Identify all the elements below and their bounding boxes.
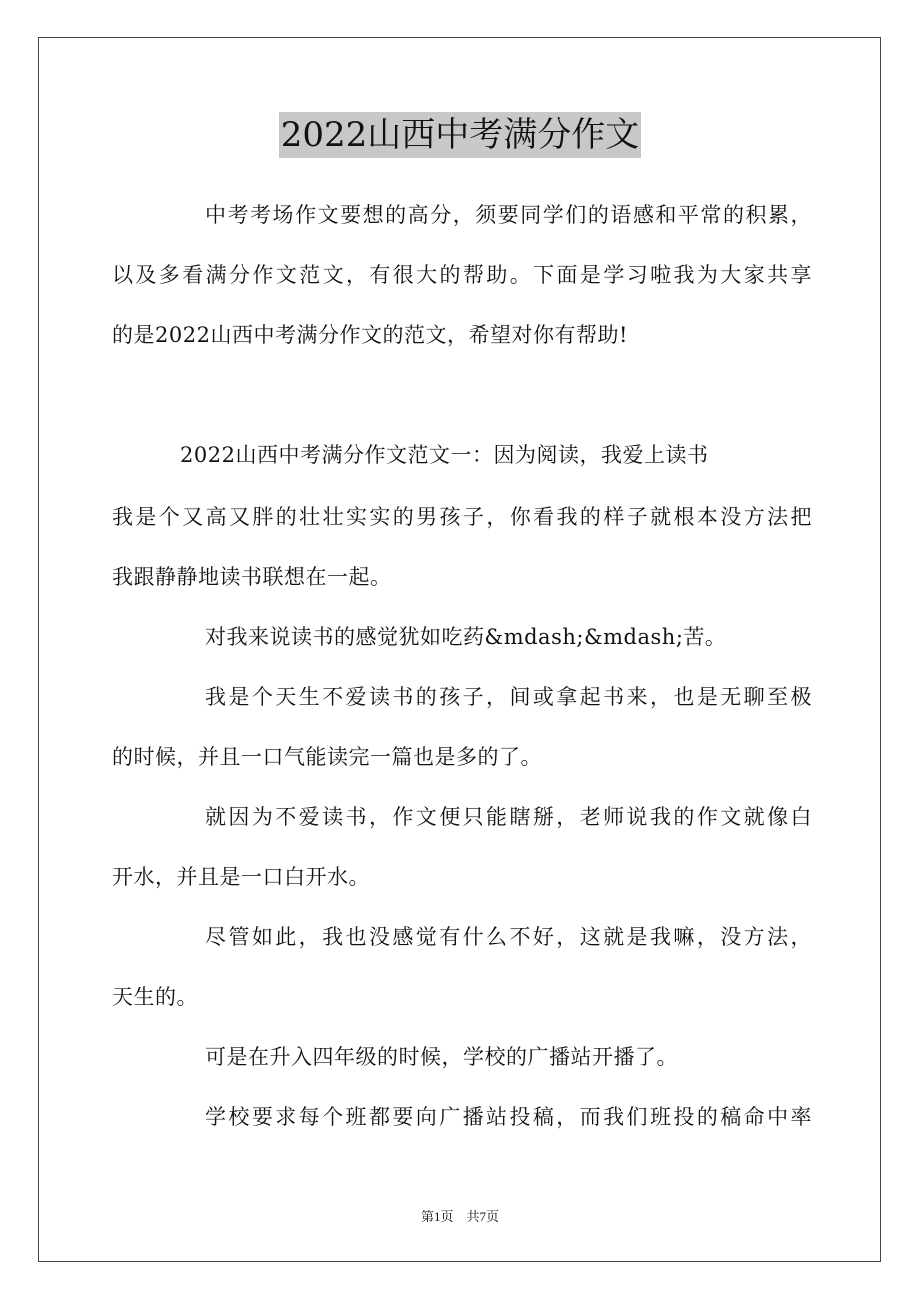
paragraph-line: 的时候，并且一口气能读完一篇也是多的了。 bbox=[112, 745, 542, 769]
title-container bbox=[0, 112, 920, 158]
paragraph-line: 以及多看满分作文范文，有很大的帮助。下面是学习啦我为大家共享 bbox=[112, 263, 812, 287]
paragraph-line: 就因为不爱读书，作文便只能瞎掰，老师说我的作文就像白 bbox=[205, 805, 812, 829]
document-title: 2022山西中考满分作文 bbox=[279, 112, 642, 158]
paragraph-line: 开水，并且是一口白开水。 bbox=[112, 865, 370, 889]
paragraph-line: 中考考场作文要想的高分，须要同学们的语感和平常的积累， bbox=[205, 203, 812, 227]
paragraph-line: 对我来说读书的感觉犹如吃药&mdash;&mdash;苦。 bbox=[205, 625, 727, 649]
paragraph-line: 的是2022山西中考满分作文的范文，希望对你有帮助! bbox=[112, 323, 628, 347]
paragraph-line: 我是个又高又胖的壮壮实实的男孩子，你看我的样子就根本没方法把 bbox=[112, 505, 812, 529]
paragraph-line: 我跟静静地读书联想在一起。 bbox=[112, 565, 392, 589]
paragraph-line: 尽管如此，我也没感觉有什么不好，这就是我嘛，没方法， bbox=[205, 925, 812, 949]
section-heading: 2022山西中考满分作文范文一：因为阅读，我爱上读书 bbox=[180, 443, 709, 467]
paragraph-line: 学校要求每个班都要向广播站投稿，而我们班投的稿命中率 bbox=[205, 1105, 812, 1129]
paragraph-line: 可是在升入四年级的时候，学校的广播站开播了。 bbox=[205, 1045, 678, 1069]
paragraph-line: 我是个天生不爱读书的孩子，间或拿起书来，也是无聊至极 bbox=[205, 685, 812, 709]
paragraph-line: 天生的。 bbox=[112, 985, 198, 1009]
page-number: 第1页 共7页 bbox=[420, 1209, 499, 1224]
